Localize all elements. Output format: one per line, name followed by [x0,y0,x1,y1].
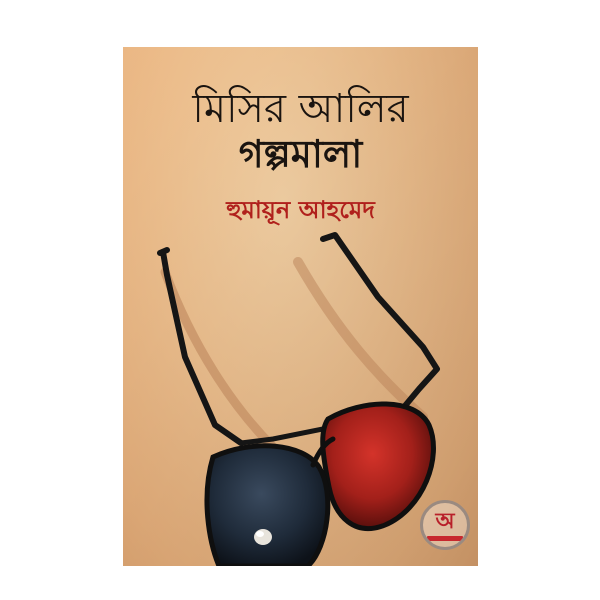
book-author: হুমায়ূন আহমেদ [226,196,375,224]
book-title-line-2: গল্পমালা [238,132,363,176]
lens-highlight-core [256,531,264,537]
publisher-logo-strip [427,536,463,541]
publisher-logo-letter: অ [435,509,455,534]
publisher-logo-icon [420,500,470,550]
blue-lens [207,446,328,566]
left-temple-tip [160,250,167,253]
book-title-line-1: মিসির আলির [192,86,409,132]
book-cover [123,47,478,566]
lens-highlight [254,529,272,545]
